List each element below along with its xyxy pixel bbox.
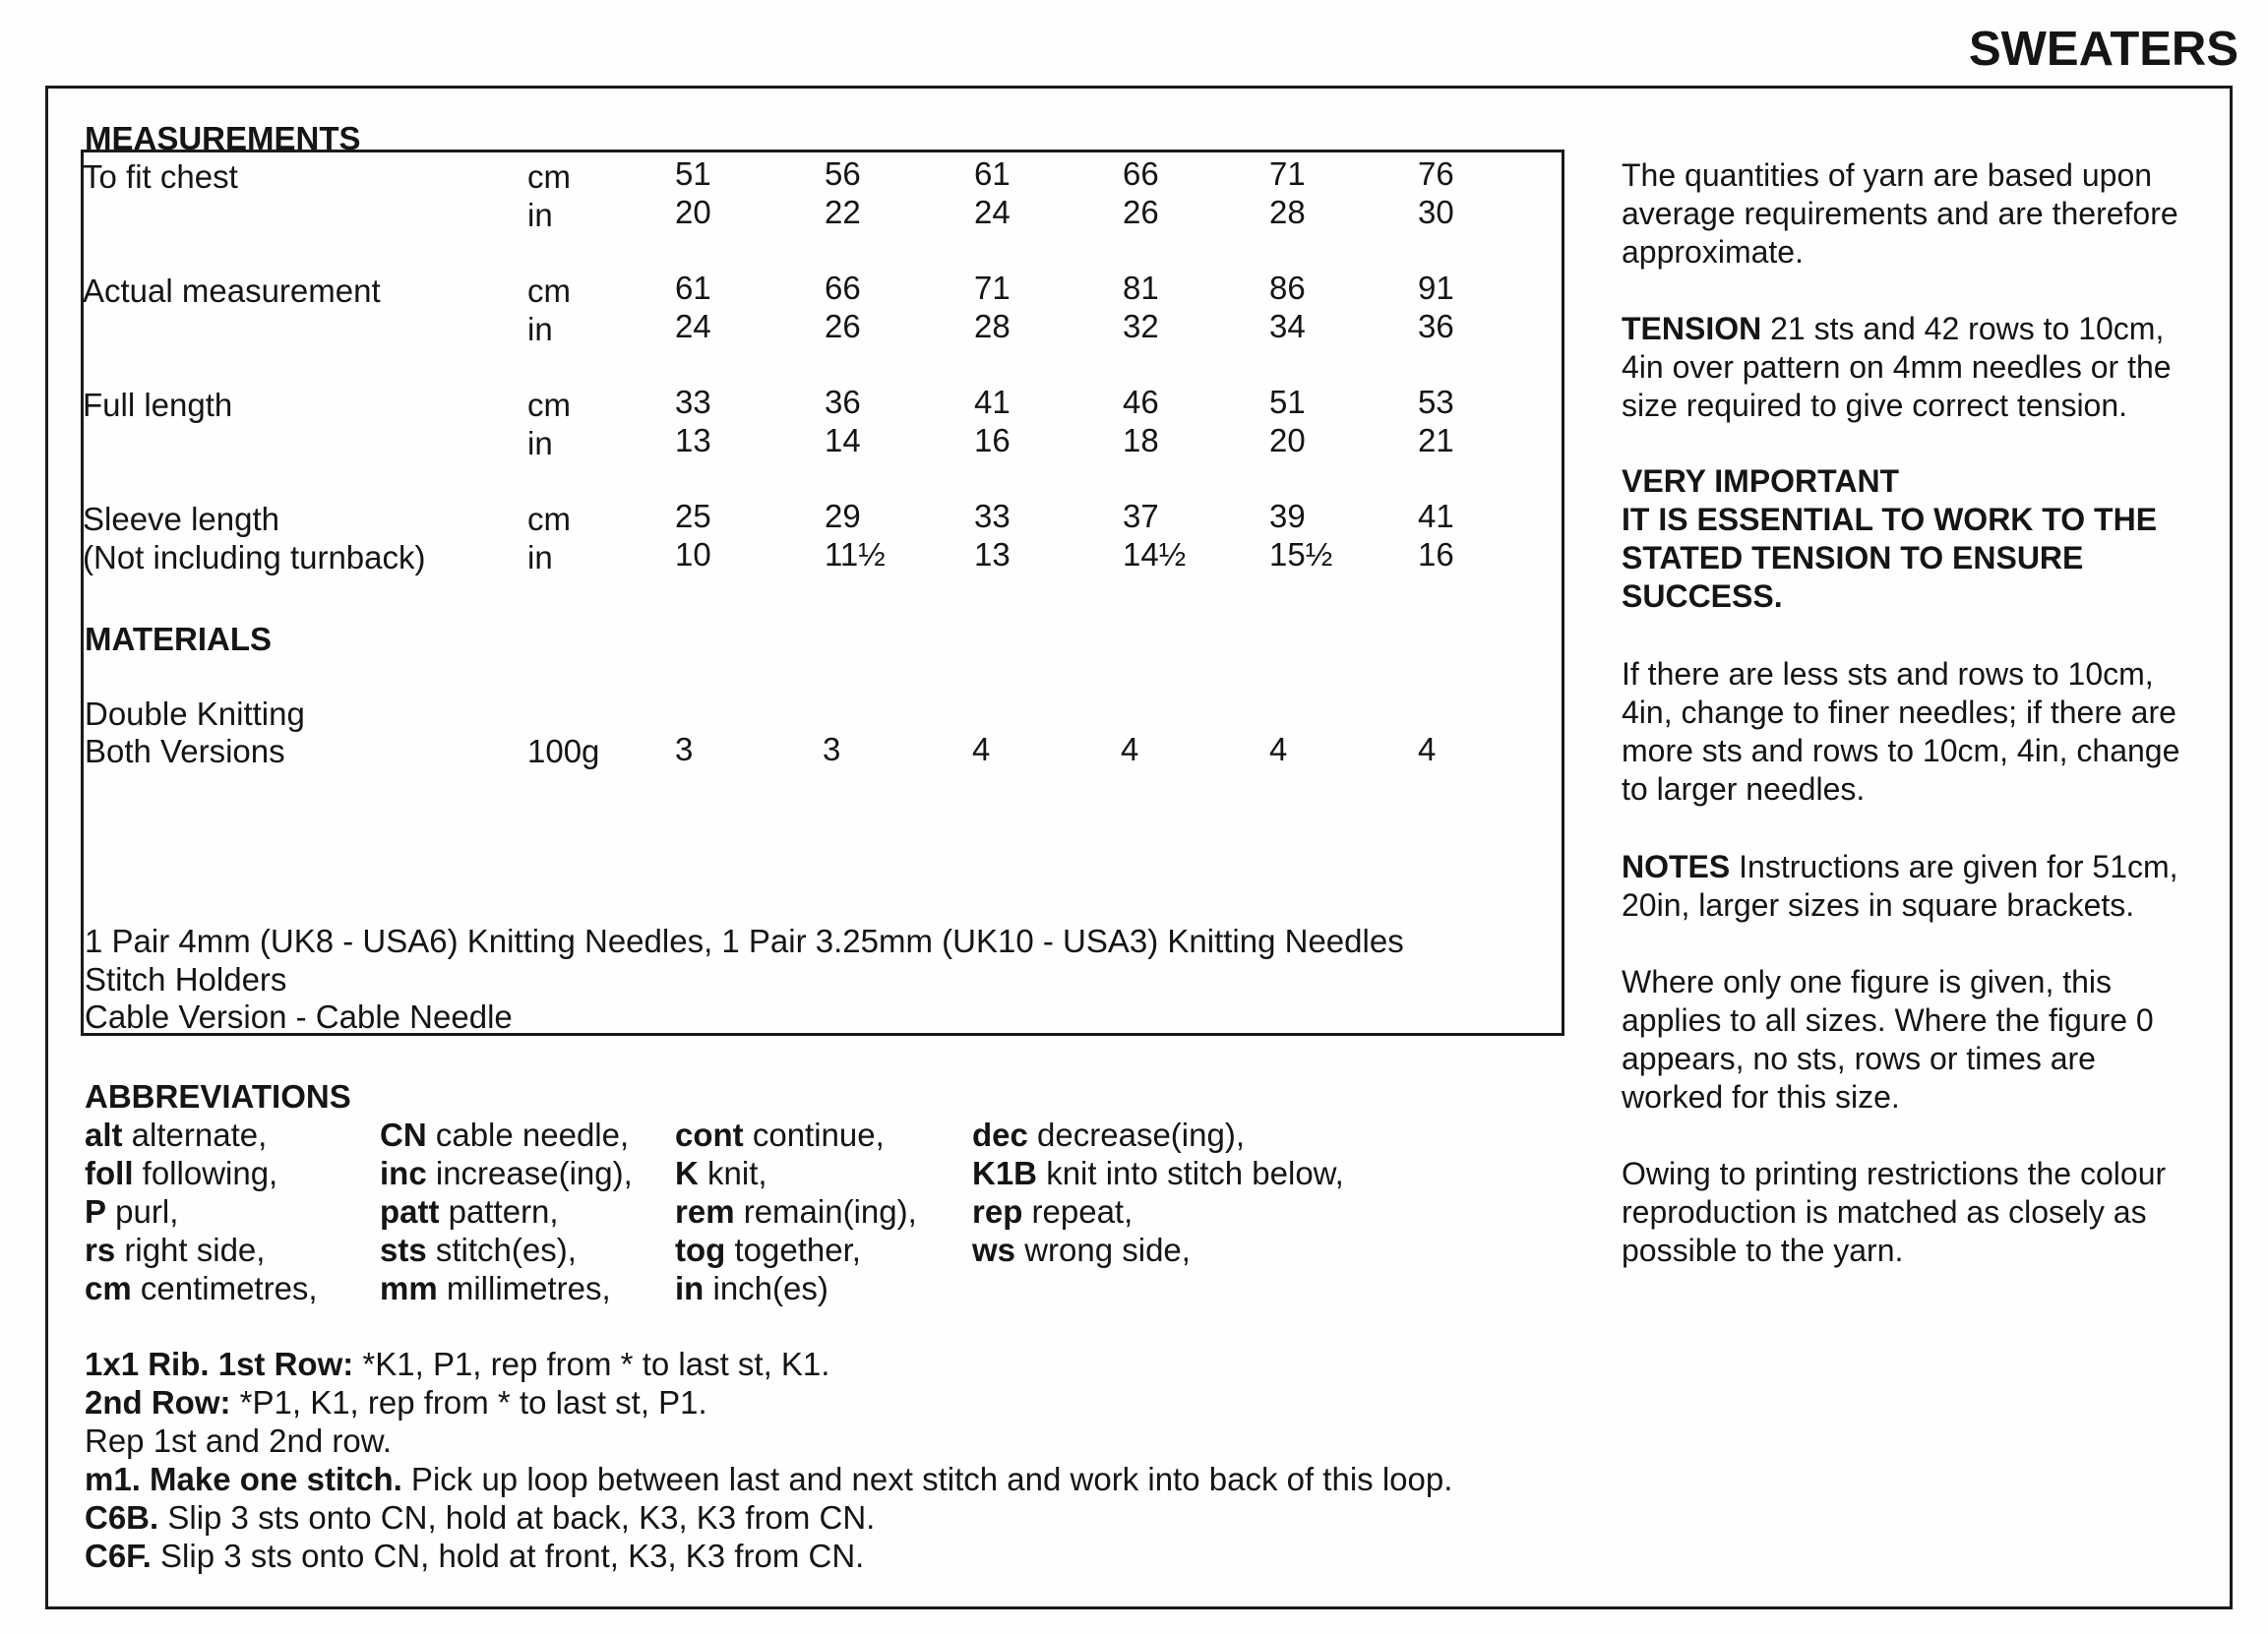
abbreviation-key: ws <box>972 1232 1016 1268</box>
stitch-description: Slip 3 sts onto CN, hold at back, K3, K3 from CN. <box>158 1499 876 1536</box>
measurement-value: 53 <box>1418 384 1454 420</box>
abbreviation-key: cont <box>675 1117 744 1153</box>
abbreviation-key: rs <box>85 1232 116 1268</box>
tension-note: size required to give correct tension. <box>1622 388 2128 423</box>
measurement-value: 46 <box>1123 384 1159 420</box>
notes-text: Instructions are given for 51cm, <box>1730 849 2178 884</box>
stitch-line <box>85 1498 875 1537</box>
colour-note: reproduction is matched as closely as <box>1622 1194 2147 1230</box>
abbreviation-meaning: knit, <box>698 1155 767 1191</box>
yarn-quantity: 3 <box>675 731 694 767</box>
abbreviation-meaning: alternate, <box>122 1117 268 1153</box>
stitch-line <box>85 1345 829 1383</box>
yarn-quantity-note: average requirements and are therefore <box>1622 196 2178 231</box>
measurement-unit: cm <box>527 158 571 195</box>
colour-note: possible to the yarn. <box>1622 1233 1904 1268</box>
abbreviation-meaning: increase(ing), <box>426 1155 633 1191</box>
abbreviation-key: mm <box>380 1270 438 1306</box>
measurement-value: 37 <box>1123 498 1159 534</box>
sizes-note <box>1622 848 2178 886</box>
measurement-value: 24 <box>974 194 1011 230</box>
abbreviation-meaning: decrease(ing), <box>1027 1117 1245 1153</box>
stitch-description: *P1, K1, rep from * to last st, P1. <box>230 1384 707 1421</box>
abbreviation-meaning: inch(es) <box>704 1270 828 1306</box>
measurement-unit: in <box>527 539 553 575</box>
measurement-value: 11½ <box>825 536 886 573</box>
tension-label: TENSION <box>1622 311 1762 346</box>
tension-text: 21 sts and 42 rows to 10cm, <box>1761 311 2165 346</box>
measurement-value: 32 <box>1123 308 1159 344</box>
colour-note: Owing to printing restrictions the colour <box>1622 1156 2167 1191</box>
abbreviation-meaning: purl, <box>106 1193 179 1230</box>
abbreviation-item <box>675 1192 917 1231</box>
abbreviation-item <box>380 1231 577 1269</box>
measurement-unit: cm <box>527 387 571 423</box>
measurement-value: 61 <box>675 270 711 306</box>
abbreviation-item <box>85 1116 267 1154</box>
abbreviation-key: patt <box>380 1193 440 1230</box>
measurement-value: 33 <box>675 384 711 420</box>
figure-note: applies to all sizes. Where the figure 0 <box>1622 1002 2154 1038</box>
abbreviation-key: rep <box>972 1193 1023 1230</box>
stitch-line <box>85 1537 864 1575</box>
abbreviation-key: K <box>675 1155 699 1191</box>
abbreviation-meaning: knit into stitch below, <box>1037 1155 1344 1191</box>
yarn-quantity: 4 <box>1269 731 1288 767</box>
abbreviation-key: CN <box>380 1117 427 1153</box>
abbreviation-key: cm <box>85 1270 132 1306</box>
measurement-value: 51 <box>675 155 711 192</box>
measurement-value: 76 <box>1418 155 1454 192</box>
measurement-value: 25 <box>675 498 711 534</box>
yarn-version: Both Versions <box>85 733 285 769</box>
measurement-value: 15½ <box>1269 536 1333 573</box>
measurement-value: 10 <box>675 536 711 573</box>
measurement-value: 24 <box>675 308 711 344</box>
abbreviation-item <box>380 1154 633 1192</box>
measurement-value: 26 <box>1123 194 1159 230</box>
measurement-value: 71 <box>1269 155 1306 192</box>
abbreviation-item <box>675 1269 828 1307</box>
needle-adjust-note: 4in, change to finer needles; if there are <box>1622 695 2176 730</box>
measurement-value: 66 <box>825 270 861 306</box>
measurement-unit: in <box>527 425 553 461</box>
abbreviation-meaning: right side, <box>115 1232 266 1268</box>
abbreviation-key: K1B <box>972 1155 1038 1191</box>
figure-note: appears, no sts, rows or times are <box>1622 1041 2096 1076</box>
measurement-value: 36 <box>1418 308 1454 344</box>
stitch-line <box>85 1383 707 1422</box>
needle-adjust-note: If there are less sts and rows to 10cm, <box>1622 656 2154 692</box>
abbreviation-meaning: remain(ing), <box>734 1193 917 1230</box>
abbreviation-key: alt <box>85 1117 123 1153</box>
abbreviation-key: inc <box>380 1155 427 1191</box>
measurement-value: 30 <box>1418 194 1454 230</box>
stitch-term: m1. Make one stitch. <box>85 1461 402 1497</box>
abbreviations-heading: ABBREVIATIONS <box>85 1078 351 1115</box>
important-note: STATED TENSION TO ENSURE <box>1622 540 2084 575</box>
abbreviation-key: P <box>85 1193 107 1230</box>
abbreviation-item <box>85 1269 318 1307</box>
needles-line: 1 Pair 4mm (UK8 - USA6) Knitting Needles, 1 Pair 3.25mm (UK10 - USA3) Knitting Needles <box>85 923 1404 959</box>
figure-note: worked for this size. <box>1622 1079 1900 1115</box>
tension-note <box>1622 310 2164 348</box>
abbreviation-key: rem <box>675 1193 735 1230</box>
abbreviation-key: dec <box>972 1117 1028 1153</box>
stitch-term: 1x1 Rib. 1st Row: <box>85 1346 354 1382</box>
abbreviation-key: tog <box>675 1232 726 1268</box>
needle-adjust-note: to larger needles. <box>1622 771 1866 807</box>
important-note: SUCCESS. <box>1622 578 1783 614</box>
measurement-value: 22 <box>825 194 861 230</box>
measurement-value: 26 <box>825 308 861 344</box>
abbreviation-meaning: millimetres, <box>437 1270 611 1306</box>
stitch-holders-line: Stitch Holders <box>85 961 287 998</box>
yarn-quantity: 4 <box>972 731 991 767</box>
abbreviation-meaning: centimetres, <box>131 1270 318 1306</box>
measurement-unit: in <box>527 311 553 347</box>
measurement-value: 81 <box>1123 270 1159 306</box>
stitch-description: Pick up loop between last and next stitch and work into back of this loop. <box>401 1461 1453 1497</box>
page-title: SWEATERS <box>1968 23 2238 76</box>
abbreviation-meaning: cable needle, <box>426 1117 630 1153</box>
measurement-value: 29 <box>825 498 861 534</box>
stitch-line <box>85 1422 392 1460</box>
measurement-label: Actual measurement <box>83 272 381 309</box>
measurement-value: 34 <box>1269 308 1306 344</box>
measurement-value: 13 <box>675 422 711 458</box>
measurement-label: Full length <box>83 387 233 423</box>
measurement-value: 71 <box>974 270 1011 306</box>
yarn-unit: 100g <box>527 733 600 769</box>
stitch-description: Rep 1st and 2nd row. <box>85 1422 392 1459</box>
measurement-value: 28 <box>1269 194 1306 230</box>
abbreviation-item <box>380 1116 629 1154</box>
stitch-line <box>85 1460 1452 1498</box>
figure-note: Where only one figure is given, this <box>1622 964 2113 999</box>
yarn-quantity: 4 <box>1418 731 1437 767</box>
measurement-unit: cm <box>527 501 571 537</box>
abbreviation-key: in <box>675 1270 705 1306</box>
abbreviation-item <box>85 1154 277 1192</box>
measurement-value: 20 <box>675 194 711 230</box>
needle-adjust-note: more sts and rows to 10cm, 4in, change <box>1622 733 2180 768</box>
measurement-value: 14 <box>825 422 861 458</box>
measurement-value: 28 <box>974 308 1011 344</box>
measurement-value: 16 <box>1418 536 1454 573</box>
abbreviation-item <box>85 1192 178 1231</box>
abbreviation-item <box>675 1154 767 1192</box>
measurement-label: Sleeve length <box>83 501 279 537</box>
measurement-value: 20 <box>1269 422 1306 458</box>
yarn-quantity: 4 <box>1121 731 1139 767</box>
sizes-note: 20in, larger sizes in square brackets. <box>1622 887 2135 923</box>
measurement-value: 36 <box>825 384 861 420</box>
abbreviation-item <box>675 1231 861 1269</box>
abbreviation-meaning: continue, <box>743 1117 885 1153</box>
measurement-label: To fit chest <box>83 158 238 195</box>
measurement-value: 66 <box>1123 155 1159 192</box>
stitch-description: *K1, P1, rep from * to last st, K1. <box>353 1346 830 1382</box>
measurement-value: 41 <box>974 384 1011 420</box>
stitch-term: 2nd Row: <box>85 1384 231 1421</box>
measurements-heading: MEASUREMENTS <box>85 120 361 156</box>
abbreviation-meaning: repeat, <box>1022 1193 1134 1230</box>
measurement-value: 21 <box>1418 422 1454 458</box>
cable-needle-line: Cable Version - Cable Needle <box>85 999 513 1035</box>
abbreviation-item <box>380 1269 611 1307</box>
abbreviation-meaning: stitch(es), <box>426 1232 577 1268</box>
measurement-value: 51 <box>1269 384 1306 420</box>
abbreviation-item <box>85 1231 265 1269</box>
measurement-value: 39 <box>1269 498 1306 534</box>
yarn-quantity: 3 <box>823 731 841 767</box>
abbreviation-meaning: together, <box>725 1232 861 1268</box>
measurement-value: 33 <box>974 498 1011 534</box>
abbreviation-item <box>675 1116 885 1154</box>
measurement-value: 91 <box>1418 270 1454 306</box>
abbreviation-item <box>972 1116 1245 1154</box>
stitch-term: C6B. <box>85 1499 159 1536</box>
yarn-quantity-note: The quantities of yarn are based upon <box>1622 157 2153 193</box>
abbreviation-item <box>972 1154 1344 1192</box>
measurement-label: (Not including turnback) <box>83 539 426 575</box>
measurement-unit: cm <box>527 272 571 309</box>
measurement-value: 18 <box>1123 422 1159 458</box>
measurement-value: 56 <box>825 155 861 192</box>
important-note: VERY IMPORTANT <box>1622 463 1900 499</box>
measurement-value: 41 <box>1418 498 1454 534</box>
abbreviation-item <box>380 1192 559 1231</box>
yarn-name: Double Knitting <box>85 696 305 732</box>
tension-note: 4in over pattern on 4mm needles or the <box>1622 349 2172 385</box>
measurement-value: 86 <box>1269 270 1306 306</box>
yarn-quantity-note: approximate. <box>1622 234 1804 270</box>
abbreviation-meaning: pattern, <box>439 1193 559 1230</box>
measurement-value: 16 <box>974 422 1011 458</box>
stitch-description: Slip 3 sts onto CN, hold at front, K3, K3 from CN. <box>151 1538 865 1574</box>
important-note: IT IS ESSENTIAL TO WORK TO THE <box>1622 502 2158 537</box>
abbreviation-item <box>972 1192 1133 1231</box>
abbreviation-key: sts <box>380 1232 427 1268</box>
abbreviation-key: foll <box>85 1155 134 1191</box>
measurement-value: 61 <box>974 155 1011 192</box>
notes-label: NOTES <box>1622 849 1731 884</box>
materials-heading: MATERIALS <box>85 621 273 657</box>
abbreviation-meaning: wrong side, <box>1015 1232 1191 1268</box>
measurement-unit: in <box>527 197 553 233</box>
abbreviation-meaning: following, <box>133 1155 278 1191</box>
measurement-value: 13 <box>974 536 1011 573</box>
measurement-value: 14½ <box>1123 536 1187 573</box>
abbreviation-item <box>972 1231 1191 1269</box>
stitch-term: C6F. <box>85 1538 152 1574</box>
